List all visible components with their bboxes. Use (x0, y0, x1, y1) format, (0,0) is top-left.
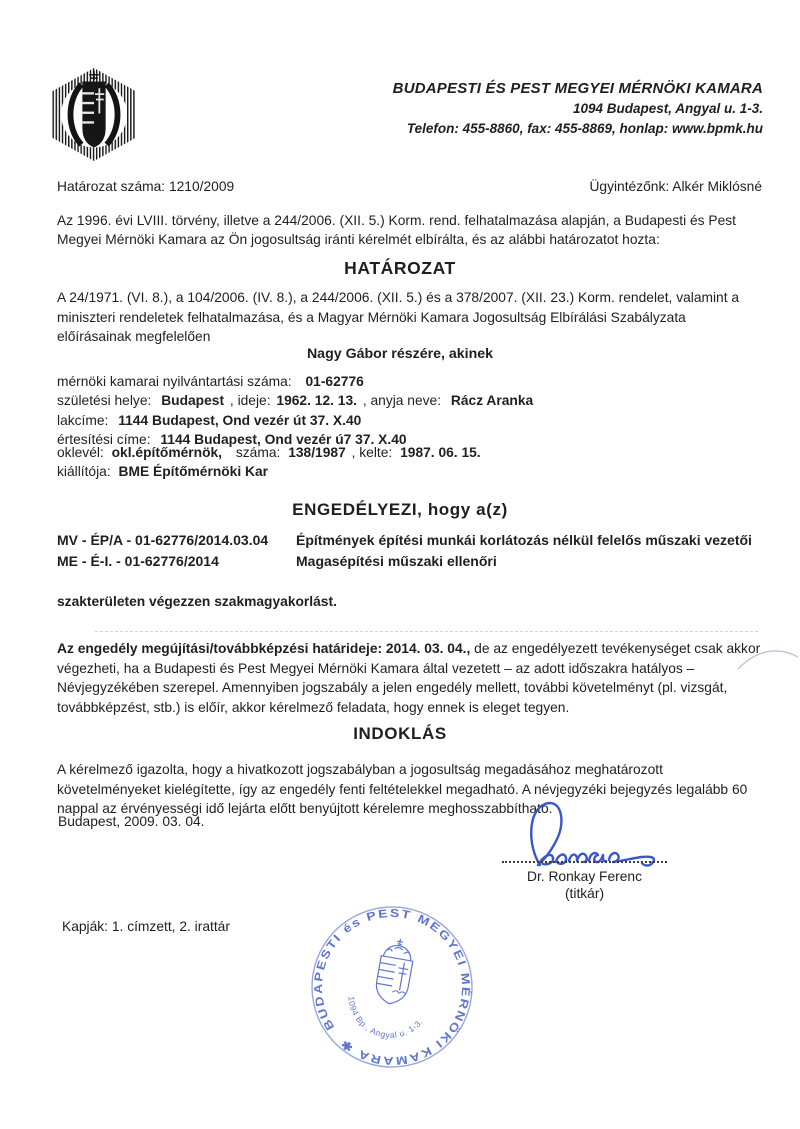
signer-title: (titkár) (564, 886, 605, 901)
permit-description: Magasépítési műszaki ellenőri (296, 553, 497, 569)
org-contact: Telefon: 455-8860, fax: 455-8869, honlap: www.bpmk.hu (406, 121, 763, 136)
permit-code: ME - É-I. - 01-62776/2014 (57, 553, 219, 569)
justification-body: A kérelmező igazolta, hogy a hivatkozott jogszabályban a jogosultság megadásához meghatározott követelményeket kielégítette, így az engedély fenti feltételekkel megadható. A névjegyzéki bejegyzés legalább 60 nappal az érvényességi idő lejárta előtt benyújtott kérelemre meghosszabbítható. (57, 762, 748, 816)
issuer-label: kiállítója: (57, 464, 111, 480)
diploma-line (57, 443, 762, 462)
org-name: BUDAPESTI ÉS PEST MEGYEI MÉRNÖKI KAMARA (392, 80, 763, 97)
chamber-emblem-icon (48, 66, 141, 163)
registration-label: mérnöki kamarai nyilvántartási száma: (57, 374, 292, 389)
svg-text:BUDAPESTI és PEST MEGYEI MÉRNÖ (300, 900, 484, 1075)
registration-line (57, 372, 762, 391)
renewal-body: de az engedélyezett tevékenységet csak akkor végezheti, ha a Budapesti és Pest Megyei Mérnöki Kamara által vezetett – az adott időszakra hatályos – Névjegyzékében szerepel. Amennyiben jogszabály a jelen engedély mellett, további követelményt (pl. vizsgát, továbbképzést, stb.) is előír, akkor kérelmező feladata, hogy ennek is eleget tegyen. (57, 641, 761, 715)
permit-code: MV - ÉP/A - 01-62776/2014.03.04 (57, 532, 269, 548)
birth-place-value: Budapest (161, 393, 225, 409)
decision-title: HATÁROZAT (344, 258, 456, 278)
notice-address-value: 1144 Budapest, Ond vezér ú7 37. X.40 (160, 431, 407, 447)
clerk-name: Ügyintézőnk: Alkér Miklósné (589, 179, 762, 194)
diploma-label: oklevél: (57, 445, 104, 460)
birth-date-label: , ideje: (229, 393, 271, 409)
home-address-label: lakcíme: (57, 412, 109, 428)
handwritten-signature-icon (498, 795, 713, 870)
home-address-value: 1144 Budapest, Ond vezér út 37. X.40 (118, 412, 362, 428)
permit-closing: szakterületen végezzen szakmagyakorlást. (57, 594, 337, 609)
justification-title: INDOKLÁS (353, 724, 447, 743)
round-official-stamp-icon (300, 900, 485, 1075)
diploma-no-label: száma: (235, 445, 281, 460)
renewal-paragraph (57, 639, 762, 717)
divider (95, 631, 758, 632)
diploma-date-label: , kelte: (351, 445, 393, 460)
mother-value: Rácz Aranka (450, 393, 534, 409)
permit-description: Építmények építési munkái korlátozás nélkül felelős műszaki vezetői (296, 532, 752, 548)
permit-title: ENGEDÉLYEZI, hogy a(z) (292, 500, 508, 519)
stamp-ring-text: BUDAPESTI és PEST MEGYEI MÉRNÖKI KAMARA ✱ (312, 907, 472, 1067)
pen-mark-icon (736, 642, 800, 676)
meta-row (57, 179, 762, 194)
diploma-no-value: 138/1987 (288, 445, 346, 460)
distribution-line: Kapják: 1. címzett, 2. irattár (62, 919, 230, 934)
svg-text:1094 Bp., Angyal u. 1-3. (340, 994, 427, 1046)
birth-date-value: 1962. 12. 13. (276, 393, 357, 409)
diploma-name: okl.építőmérnök, (111, 445, 223, 460)
diploma-date-value: 1987. 06. 15. (400, 445, 481, 460)
permit-table (57, 531, 762, 573)
stamp-coat-of-arms-icon (373, 936, 416, 1007)
registration-value: 01-62776 (305, 374, 364, 389)
dateline: Budapest, 2009. 03. 04. (58, 814, 205, 829)
issuer-value: BME Építőmérnöki Kar (118, 464, 269, 480)
intro-paragraph: Az 1996. évi LVIII. törvény, illetve a 244/2006. (XII. 5.) Korm. rend. felhatalmazása alapján, a Budapesti és Pest Megyei Mérnöki Kamara az Ön jogosultság iránti kérelmét elbírálta, és az alábbi határozatot hozta: (57, 213, 736, 247)
stamp-inner-text: 1094 Bp., Angyal u. 1-3. (346, 995, 425, 1040)
permit-row (57, 552, 762, 571)
permit-row (57, 531, 762, 550)
issuer-line (57, 462, 762, 481)
personal-data (57, 372, 762, 449)
org-address: 1094 Budapest, Angyal u. 1-3. (572, 101, 763, 116)
letterhead (393, 79, 763, 139)
diploma-data (57, 443, 762, 482)
renewal-deadline: Az engedély megújítási/továbbképzési határideje: 2014. 03. 04., (57, 641, 471, 656)
legal-basis: A 24/1971. (VI. 8.), a 104/2006. (IV. 8.), a 244/2006. (XII. 5.) és a 378/2007. (XII. 23.) Korm. rendelet, valamint a miniszteri rendeletek felhatalmazása, és a Magyar Mérnöki Kamara Jogosultság Elbírálási Szabályzata előírásainak megfelelően (57, 290, 740, 344)
decision-number: Határozat száma: 1210/2009 (57, 179, 235, 194)
signer-name: Dr. Ronkay Ferenc (526, 869, 643, 884)
home-address-line (57, 411, 762, 430)
notice-address-label: értesítési címe: (57, 431, 151, 447)
mother-label: , anyja neve: (362, 393, 442, 409)
birth-line (57, 391, 762, 410)
birth-place-label: születési helye: (57, 393, 152, 409)
recipient-line: Nagy Gábor részére, akinek (306, 346, 494, 362)
signer-block (492, 868, 677, 902)
signature-dotted-line (502, 861, 667, 863)
